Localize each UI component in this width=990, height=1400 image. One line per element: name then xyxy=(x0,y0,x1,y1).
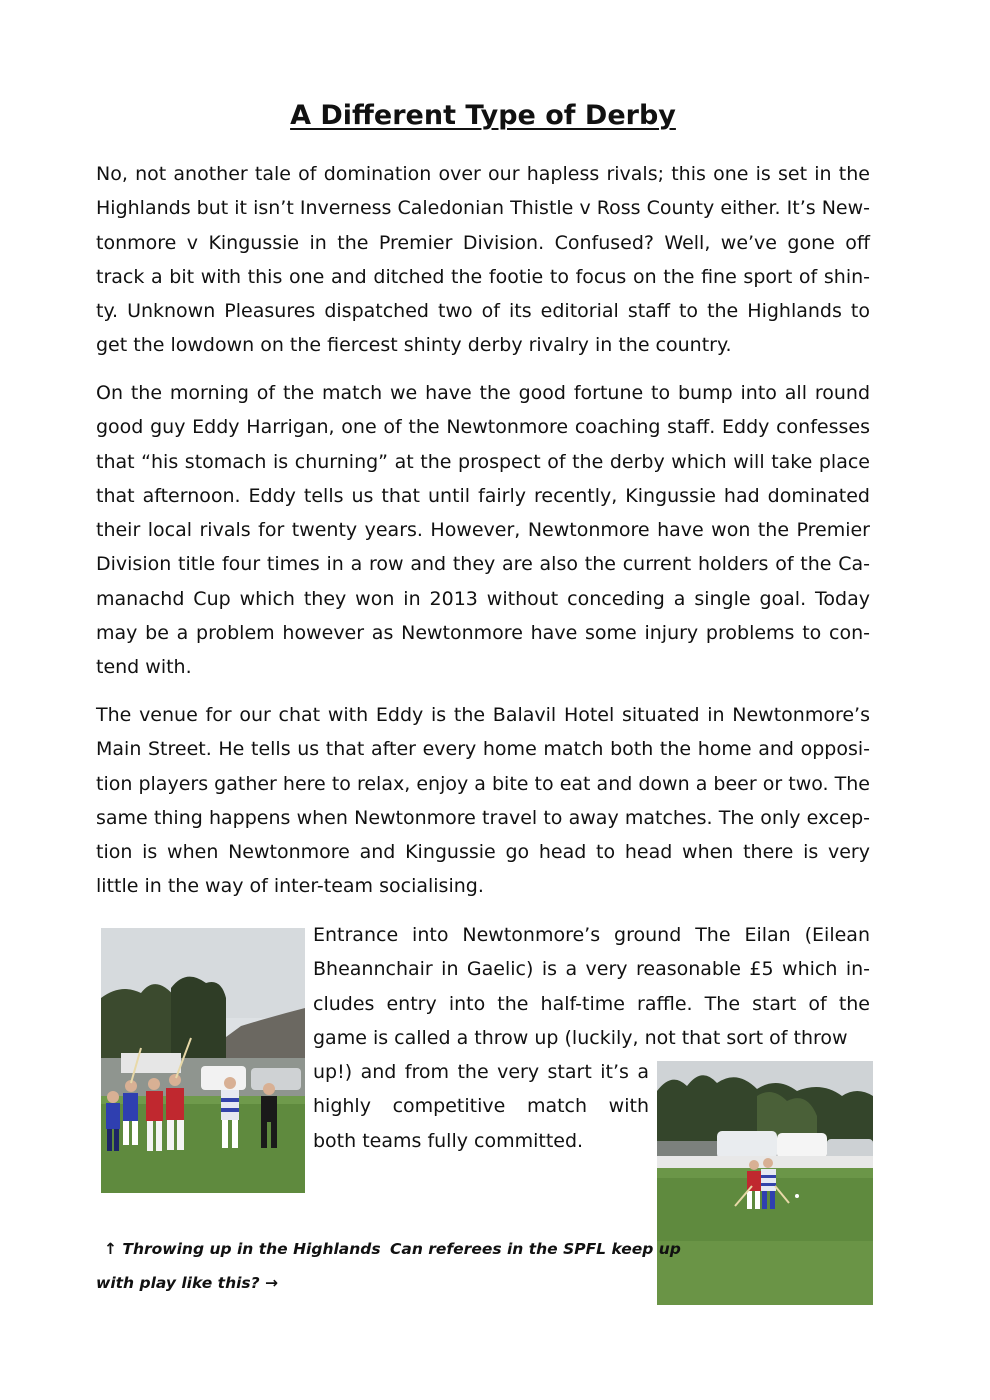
shinty-action-photo xyxy=(657,1061,873,1305)
article-title: A Different Type of Derby xyxy=(290,100,676,131)
paragraph-eilan-entrance: Entrance into Newtonmore’s ground The Eilan (Eilean Bheannchair in Gaelic) is a very reasonable £5 which in-cludes entry into the half-time raffle. The start of the game is called a throw up (luckily, not that sort of throw xyxy=(313,924,870,1049)
paragraph-balavil-hotel: The venue for our chat with Eddy is the Balavil Hotel situated in Newtonmore’s Main Street. He tells us that after every home match both the home and opposi-tion players gather here to relax, enjoy a bite to eat and down a beer or two. The same thing happens when Newtonmore travel to away matches. The only excep-tion is when Newtonmore and Kingussie go head to head when there is very little in the way of inter-team socialising. xyxy=(96,704,870,898)
paragraph-eilan-entrance-continued: up!) and from the very start it’s a highly competitive match with both teams fully committed. xyxy=(313,1061,649,1152)
paragraph-intro: No, not another tale of domination over our hapless rivals; this one is set in the Highlands but it isn’t Inverness Caledonian Thistle v Ross County either. It’s New-tonmore v Kingussie in the Premier Division. Confused? Well, we’ve gone off track a bit with this one and ditched the footie to focus on the fine sport of shin-ty. Unknown Pleasures dispatched two of its editorial staff to the Highlands to get the lowdown on the fiercest shinty derby rivalry in the country. xyxy=(96,163,870,357)
throw-up-photo xyxy=(101,928,305,1193)
caption-play-like-this: with play like this? → xyxy=(96,1274,279,1292)
paragraph-eddy-harrigan: On the morning of the match we have the good fortune to bump into all round good guy Eddy Harrigan, one of the Newtonmore coaching staff. Eddy confesses that “his stomach is churning” at the prospect of the derby which will take place that afternoon. Eddy tells us that until fairly recently, Kingussie had dominated their local rivals for twenty years. However, Newtonmore have won the Premier Division title four times in a row and they are also the current holders of the Ca-manachd Cup which they won in 2013 without conceding a single goal. Today may be a problem however as Newtonmore have some injury problems to con-tend with. xyxy=(96,382,870,679)
caption-referees: Can referees in the SPFL keep up xyxy=(390,1240,681,1258)
caption-throwing-up: ↑ Throwing up in the Highlands xyxy=(104,1240,381,1258)
